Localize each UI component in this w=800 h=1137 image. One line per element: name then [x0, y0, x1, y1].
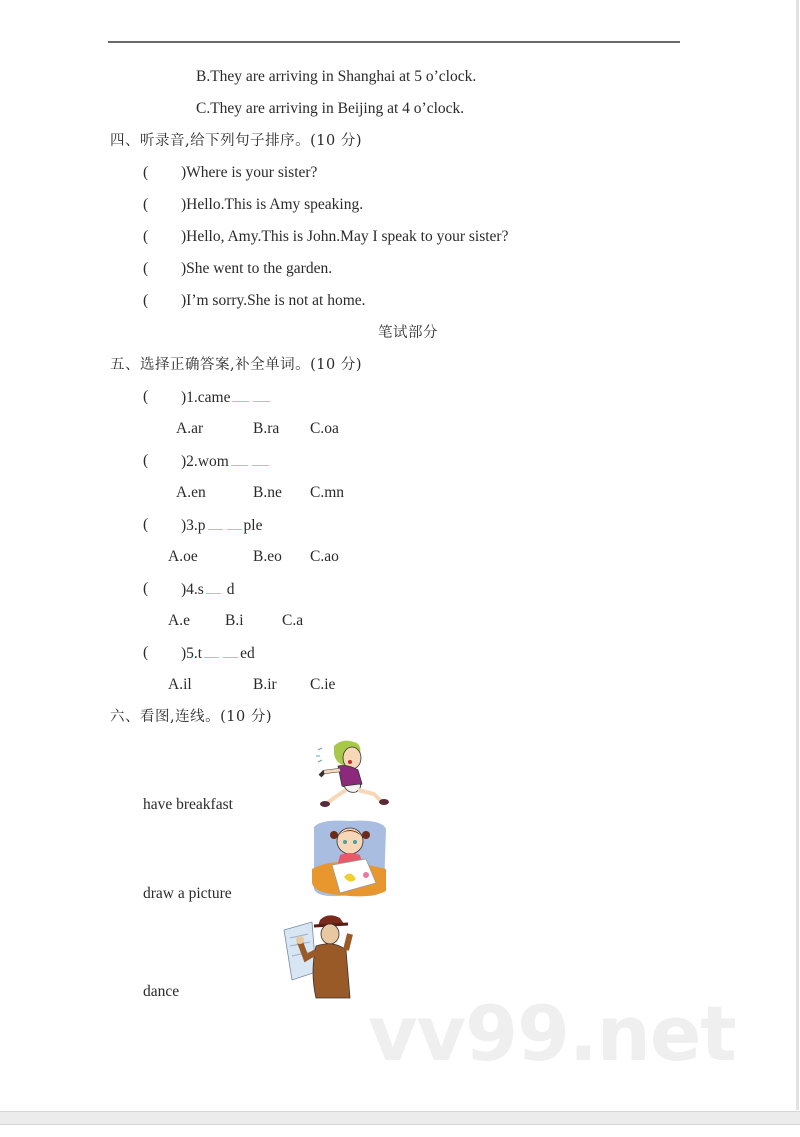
option-c: C.a	[282, 612, 304, 629]
option-b: B.eo	[253, 548, 282, 565]
option-a: A.oe	[168, 548, 198, 565]
blank-line	[253, 387, 270, 402]
phrase-dance: dance	[143, 983, 180, 1000]
sentence-text: )She went to the garden.	[181, 260, 333, 277]
option-b: B.ra	[253, 420, 280, 437]
question-1	[181, 387, 272, 408]
option-a: A.en	[176, 484, 206, 501]
option-a: A.ar	[176, 420, 204, 437]
phrase-have-breakfast: have breakfast	[143, 796, 233, 813]
blank-line	[208, 515, 223, 530]
question-5	[181, 643, 255, 664]
question-prefix: )1.came	[181, 389, 231, 406]
sentence-text: )Hello, Amy.This is John.May I speak to your sister?	[181, 228, 509, 245]
option-c: C.oa	[310, 420, 339, 437]
question-suffix: ed	[240, 645, 255, 662]
sentence-text: )I’m sorry.She is not at home.	[181, 292, 366, 309]
blank-line	[204, 643, 219, 658]
question-prefix: )2.wom	[181, 453, 229, 470]
question-4	[181, 579, 234, 600]
running-boy-illustration	[312, 736, 392, 812]
sentence-text: )Hello.This is Amy speaking.	[181, 196, 364, 213]
answer-paren[interactable]: (	[143, 452, 149, 469]
page-right-edge	[796, 0, 799, 1110]
blank-line	[206, 579, 221, 594]
question-suffix: d	[226, 581, 235, 598]
question-prefix: )4.s	[181, 581, 204, 598]
question-suffix: ple	[243, 517, 263, 534]
option-c: C.mn	[310, 484, 345, 501]
answer-paren[interactable]: (	[143, 580, 149, 597]
option-b: B.i	[225, 612, 244, 629]
option-a: A.e	[168, 612, 190, 629]
question-prefix: )5.t	[181, 645, 203, 662]
written-part-heading: 笔试部分	[378, 325, 438, 341]
answer-paren[interactable]: (	[143, 388, 149, 405]
option-b-prev: B.They are arriving in Shanghai at 5 o’clock.	[196, 68, 477, 85]
man-reading-newspaper-illustration	[282, 912, 354, 1000]
answer-paren[interactable]: (	[143, 644, 149, 661]
answer-paren[interactable]: (	[143, 516, 149, 533]
blank-line	[223, 643, 238, 658]
running-boy-image	[312, 736, 392, 812]
section-5-title: 五、选择正确答案,补全单词。(10 分)	[110, 357, 362, 373]
sentence-text: )Where is your sister?	[181, 164, 318, 181]
phrase-draw-a-picture: draw a picture	[143, 885, 232, 902]
blank-line	[231, 451, 248, 466]
question-3	[181, 515, 262, 536]
option-c-prev: C.They are arriving in Beijing at 4 o’clock.	[196, 100, 465, 117]
question-prefix: )3.p	[181, 517, 206, 534]
header-rule	[108, 41, 680, 43]
option-c: C.ao	[310, 548, 339, 565]
answer-paren[interactable]: (	[143, 228, 149, 245]
option-c: C.ie	[310, 676, 336, 693]
girl-drawing-illustration	[310, 819, 388, 899]
option-b: B.ir	[253, 676, 277, 693]
answer-paren[interactable]: (	[143, 292, 149, 309]
answer-paren[interactable]: (	[143, 196, 149, 213]
blank-line	[227, 515, 242, 530]
man-reading-newspaper-image	[282, 912, 354, 1000]
girl-drawing-image	[310, 819, 388, 899]
question-2	[181, 451, 271, 472]
option-a: A.il	[168, 676, 192, 693]
blank-line	[252, 451, 269, 466]
section-4-title: 四、听录音,给下列句子排序。(10 分)	[110, 133, 362, 149]
answer-paren[interactable]: (	[143, 260, 149, 277]
watermark: vv99.net	[368, 989, 736, 1078]
option-b: B.ne	[253, 484, 282, 501]
answer-paren[interactable]: (	[143, 164, 149, 181]
blank-line	[232, 387, 249, 402]
section-6-title: 六、看图,连线。(10 分)	[110, 709, 272, 725]
horizontal-scrollbar[interactable]	[0, 1111, 800, 1125]
